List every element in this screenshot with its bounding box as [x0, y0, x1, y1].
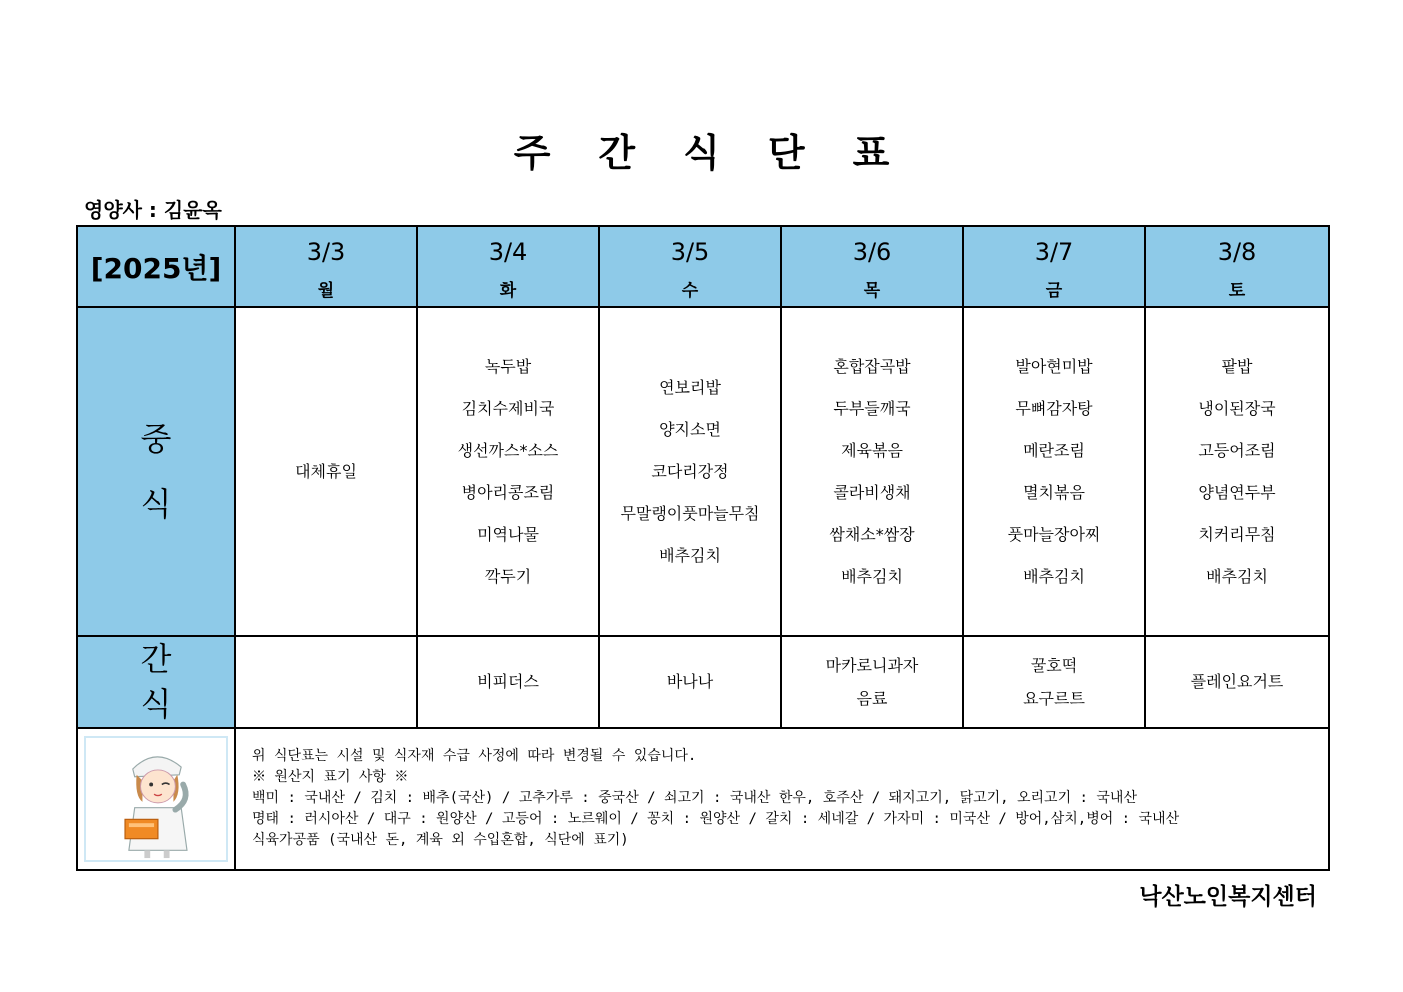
day-header: [235, 226, 417, 307]
menu-item: 메란조림: [1023, 440, 1085, 460]
menu-item: 양념연두부: [1198, 482, 1276, 502]
day-of-week: 수: [681, 281, 699, 301]
menu-item: 코다리강정: [651, 461, 729, 481]
menu-item: 녹두밥: [484, 356, 532, 376]
day-header: [781, 226, 963, 307]
day-of-week: 토: [1228, 281, 1246, 301]
day-of-week: 금: [1045, 281, 1063, 301]
snack-cell: [235, 636, 417, 728]
nutritionist-illustration-cell: [77, 728, 235, 870]
title-char: 표: [852, 131, 890, 175]
day-date: 3/8: [1217, 238, 1257, 266]
menu-item: 배추김치: [659, 545, 721, 565]
menu-item: 배추김치: [1023, 566, 1085, 586]
lunch-cell: [235, 307, 417, 636]
lunch-label-char: 중: [140, 419, 172, 458]
notes-line: ※ 원산지 표기 사항 ※: [252, 769, 409, 786]
title-char: 단: [767, 131, 805, 175]
day-of-week: 월: [317, 281, 335, 301]
lunch-row-label: [77, 307, 235, 636]
day-date: 3/3: [306, 238, 346, 266]
snack-item: 비피더스: [477, 672, 539, 692]
lunch-cell: [417, 307, 599, 636]
notes-cell: [235, 728, 1329, 870]
snack-cell: [599, 636, 781, 728]
title-char: 간: [598, 131, 636, 175]
menu-item: 무말랭이풋마늘무침: [620, 503, 760, 523]
notes-line: 백미 : 국내산 / 김치 : 배추(국산) / 고추가루 : 중국산 / 쇠고기 : 국내산 한우, 호주산 / 돼지고기, 닭고기, 오리고기 : 국내산: [252, 790, 1137, 807]
notes-line: 위 식단표는 시설 및 식자재 수급 사정에 따라 변경될 수 있습니다.: [252, 748, 697, 765]
center-name: 낙산노인복지센터: [1139, 884, 1317, 910]
notes-line: 식육가공품 (국내산 돈, 계육 외 수입혼합, 식단에 표기): [252, 832, 629, 849]
nutritionist-label: 영양사 : 김윤옥: [84, 198, 222, 222]
menu-item: 콜라비생채: [833, 482, 911, 502]
snack-label-char: 간: [140, 640, 172, 678]
menu-item: 대체휴일: [295, 461, 357, 481]
nutritionist-illustration: [84, 736, 228, 862]
day-date: 3/5: [670, 238, 710, 266]
snack-label-char: 식: [140, 684, 172, 723]
day-header: [1145, 226, 1329, 307]
menu-item: 생선까스*소스: [457, 440, 559, 460]
menu-item: 쌈채소*쌈장: [829, 524, 915, 544]
notes-block: [236, 746, 1328, 851]
notes-line: 명태 : 러시아산 / 대구 : 원양산 / 고등어 : 노르웨이 / 꽁치 : 원양산 / 갈치 : 세네갈 / 가자미 : 미국산 / 방어,삼치,병어 : 국내산: [252, 811, 1180, 828]
snack-item: 마카로니과자: [825, 655, 919, 675]
menu-item: 치커리무침: [1198, 524, 1276, 544]
snack-item: 음료: [856, 688, 888, 708]
snack-cell: [963, 636, 1145, 728]
menu-item: 팥밥: [1221, 356, 1253, 376]
day-header: [963, 226, 1145, 307]
day-date: 3/6: [852, 238, 892, 266]
menu-item: 고등어조림: [1198, 440, 1276, 460]
menu-item: 김치수제비국: [461, 398, 555, 418]
day-of-week: 목: [863, 281, 881, 301]
menu-item: 배추김치: [1206, 566, 1268, 586]
day-date: 3/4: [488, 238, 528, 266]
snack-cell: [1145, 636, 1329, 728]
lunch-cell: [1145, 307, 1329, 636]
snack-item: 바나나: [666, 672, 714, 692]
lunch-cell: [599, 307, 781, 636]
menu-item: 배추김치: [841, 566, 903, 586]
snack-item: 플레인요거트: [1190, 672, 1284, 692]
lunch-cell: [963, 307, 1145, 636]
menu-item: 제육볶음: [841, 440, 903, 460]
menu-item: 멸치볶음: [1023, 482, 1085, 502]
weekly-menu-table: [76, 225, 1330, 871]
menu-item: 미역나물: [477, 524, 539, 544]
menu-item: 냉이된장국: [1198, 398, 1276, 418]
day-date: 3/7: [1034, 238, 1074, 266]
menu-item: 무뼈감자탕: [1015, 398, 1093, 418]
title-char: 식: [683, 131, 720, 175]
menu-item: 두부들깨국: [833, 398, 911, 418]
page-title: [0, 122, 1403, 177]
lunch-cell: [781, 307, 963, 636]
menu-item: 병아리콩조림: [461, 482, 555, 502]
menu-item: 풋마늘장아찌: [1007, 524, 1101, 544]
menu-item: 발아현미밥: [1015, 356, 1093, 376]
day-header: [599, 226, 781, 307]
menu-item: 양지소면: [659, 419, 721, 439]
day-header: [417, 226, 599, 307]
menu-item: 깍두기: [484, 566, 532, 586]
menu-item: 연보리밥: [659, 377, 721, 397]
snack-cell: [417, 636, 599, 728]
title-char: 주: [513, 131, 551, 175]
snack-cell: [781, 636, 963, 728]
day-of-week: 화: [499, 281, 517, 301]
year-header: [2025년]: [77, 226, 235, 307]
snack-row-label: [77, 636, 235, 728]
lunch-label-char: 식: [140, 484, 172, 523]
menu-item: 혼합잡곡밥: [833, 356, 911, 376]
snack-item: 꿀호떡: [1030, 655, 1078, 675]
snack-item: 요구르트: [1023, 688, 1085, 708]
